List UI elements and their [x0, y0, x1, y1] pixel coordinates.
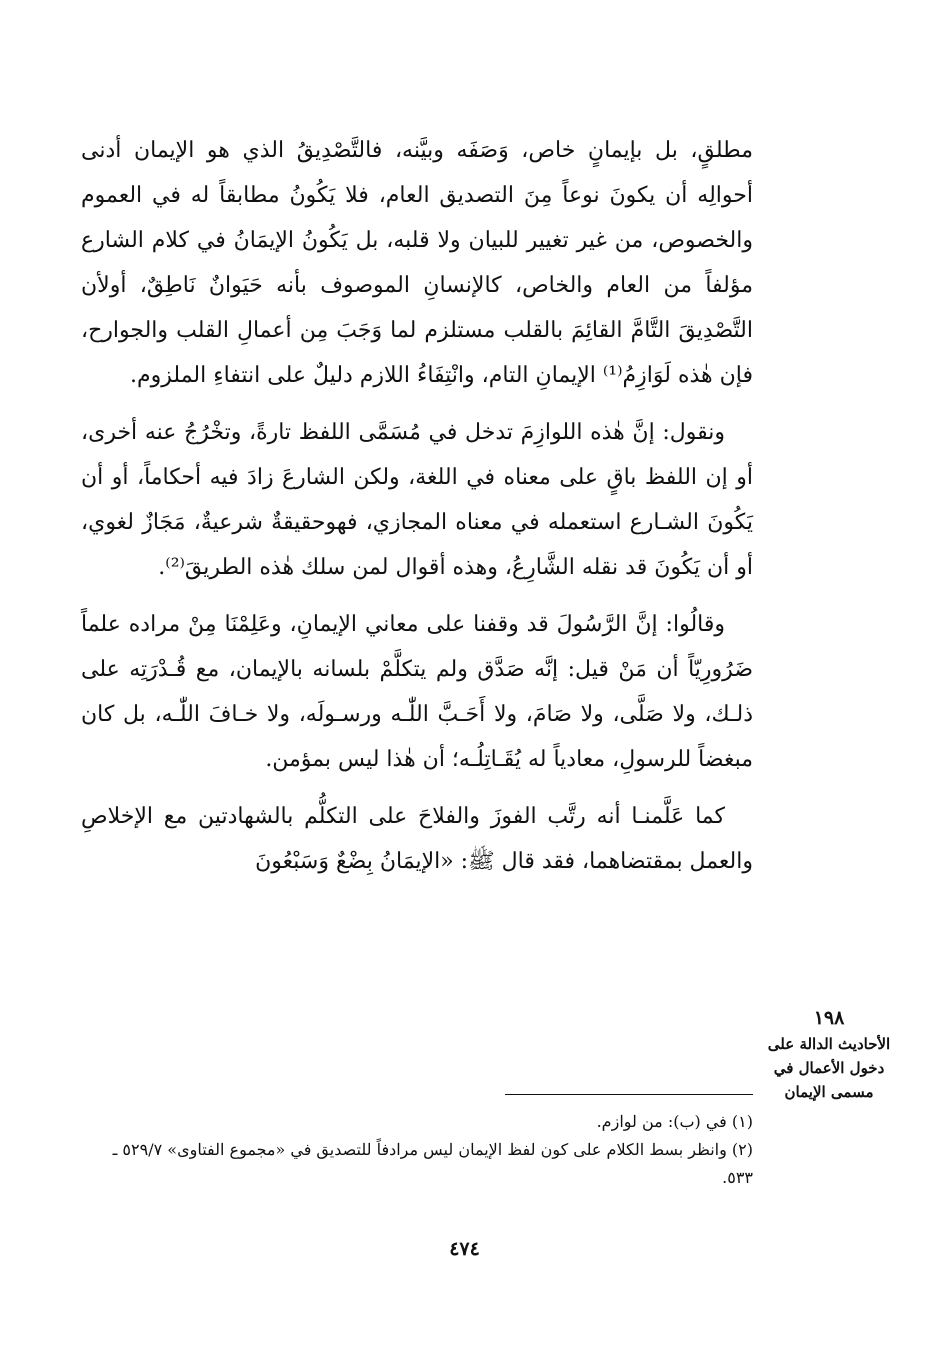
- paragraph-3: وقالُوا: إنَّ الرَّسُولَ قد وقفنا على معاني الإيمانِ، وعَلِمْنَا مِنْ مراده علماً ضَرُورِيّاً أن مَنْ قيل: إنَّه صَدَّق ولم يتكلَّمْ بلسانه بالإيمان، مع قُـدْرَتِه على ذلـك، ولا صَلَّى، ولا صَامَ، ولا أَحَـبَّ اللّٰـه ورسـولَه، ولا خـافَ اللّٰـه، بل كان مبغضاً للرسولِ، معادياً له يُقَـاتِلُـه؛ أن هٰذا ليس بمؤمن.: [81, 612, 753, 772]
- footnotes: [81, 1108, 753, 1192]
- main-text: [81, 128, 753, 896]
- footnote-1: (١) في (ب): من لوازم.: [596, 1112, 753, 1131]
- footnote-divider: [505, 1094, 753, 1095]
- paragraph-2: ونقول: إنَّ هٰذه اللوازِمَ تدخل في مُسَمَّى اللفظ تارةً، وتخْرُجُ عنه أخرى، أو إن اللفظ باقٍ على معناه في اللغة، ولكن الشارعَ زادَ فيه أحكاماً، أو أن يَكُونَ الشـارع استعمله في معناه المجازي، فهوحقيقةٌ شرعيةٌ، مَجَازٌ لغوي، أو أن يَكُونَ قد نقله الشَّارِعُ، وهذه أقوال لمن سلك هٰذه الطريقَ⁽²⁾.: [81, 420, 753, 580]
- margin-note: [765, 1006, 893, 1104]
- page-number: ٤٧٤: [449, 1238, 480, 1260]
- paragraph-4: كما عَلَّمنـا أنه رتَّب الفوزَ والفلاحَ على التكلُّم بالشهادتين مع الإخلاصِ والعمل بمقتضاهما، فقد قال ﷺ: «الإيمَانُ بِضْعٌ وَسَبْعُونَ: [81, 804, 753, 874]
- margin-note-text: الأحاديث الدالة على دخول الأعمال في مسمى الإيمان: [767, 1035, 891, 1101]
- paragraph-1: مطلقٍ، بل بإيمانٍ خاص، وَصَفَه وبيَّنه، فالتَّصْدِيقُ الذي هو الإيمان أدنى أحوالِه أن يكونَ نوعاً مِنَ التصديق العام، فلا يَكُونُ مطابقاً له في العموم والخصوص، من غير تغيير للبيان ولا قلبه، بل يَكُونُ الإيمَانُ في كلام الشارع مؤلفاً من العام والخاص، كالإنسانِ الموصوف بأنه حَيَوانٌ نَاطِقٌ، أولأن التَّصْدِيقَ التَّامَّ القائِمَ بالقلب مستلزم لما وَجَبَ مِن أعمالِ القلب والجوارح، فإن هٰذه لَوَازِمُ⁽¹⁾ الإيمانِ التام، وانْتِفَاءُ اللازم دليلٌ على انتفاءِ الملزوم.: [81, 138, 753, 388]
- margin-note-number: ١٩٨: [813, 1007, 845, 1029]
- footnote-2: (٢) وانظر بسط الكلام على كون لفظ الإيمان ليس مرادفاً للتصديق في «مجموع الفتاوى» ٥٢٩/٧ ـ ٥٣٣.: [112, 1140, 753, 1187]
